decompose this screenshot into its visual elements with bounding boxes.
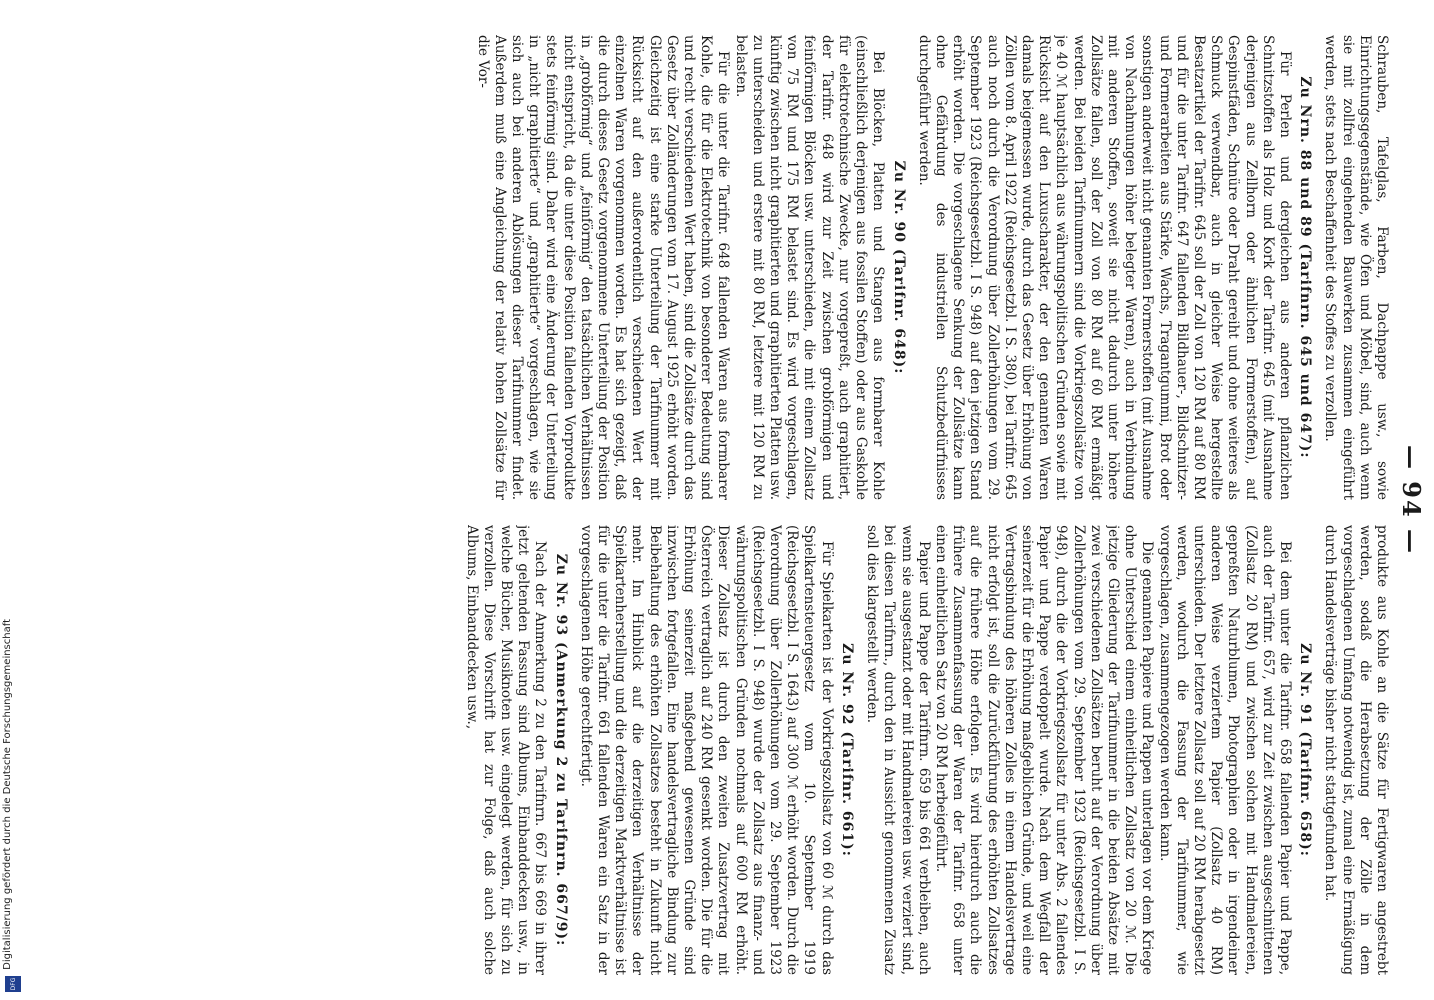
paragraph: Für die unter die Tarifnr. 648 fallenden Waren aus formbarer Kohle, die für die Elektrotechnik von besonderer Bedeutung sind und recht verschiedenen Wert haben, sind die Zollsätze durch das Gesetz über Zolländerungen vom 17. August 1925 erhöht worden. Gleichzeitig ist eine starke Unterteilung der Tarifnummer mit Rücksicht auf den außerordentlich verschiedenen Wert der einzelnen Waren vorgenommen worden. Es hat sich gezeigt, daß die durch dieses Gesetz vorgenommene Unterteilung der Position in „grobförmig“ und „feinförmig“ den tatsächlichen Verhältnissen nicht entspricht, da die unter diese Position fallenden Vorprodukte stets feinförmig sind. Daher wird eine Änderung der Unterteilung in „nicht graphitierte“ und „graphitierte“ vorgeschlagen, wie sie sich auch bei anderen Ablösungen dieser Tarifnummer findet. Außerdem muß eine Angleichung der relativ hohen Zollsätze für die Vor- — [474, 35, 732, 500]
section-heading: Zu Nr. 91 (Tarifnr. 658): — [1297, 643, 1314, 857]
paragraph: Für Spielkarten ist der Vorkriegszollsatz von 60 ℳ durch das Spielkartensteuergesetz vom 10. September 1919 (Reichsgesetzbl. I S. 1643) auf 300 ℳ erhöht worden. Durch die Verordnung über Zollerhöhungen vom 29. September 1923 (Reichsgesetzbl. I S. 948) wurde der Zollsatz aus finanz- und währungspolitischen Gründen nochmals auf 600 RM erhöht. Dieser Zollsatz ist durch den zweiten Zusatzvertrag mit Österreich vertraglich auf 240 RM gesenkt worden. Die für die Erhöhung seinerzeit maßgebend gewesenen Gründe sind inzwischen fortgefallen. Eine handelsvertragliche Bindung zur Beibehaltung des erhöhten Zollsatzes besteht in Zukunft nicht mehr. Im Hinblick auf die derzeitigen Verhältnisse der Spielkartenherstellung und die derzeitigen Marktverhältnisse ist für die unter die Tarifnr. 661 fallenden Waren ein Satz in der vorgeschlagenen Höhe gerechtfertigt. — [577, 525, 835, 975]
section-heading: Zu Nr. 93 (Anmerkung 2 zu Tarifnrn. 667/9): — [552, 553, 569, 947]
digitization-footer — [0, 0, 28, 1000]
paragraph: Bei dem unter die Tarifnr. 658 fallenden Papier und Pappe, auch der Tarifnr. 657, wird zur Zeit zwischen ausgeschnittenen (Zollsatz 20 RM) und zwischen solchen mit Handmalereien, gepreßten Naturblumen, Photographien oder in irgendeiner anderen Weise verziertem Papier (Zollsatz 40 RM) unterschieden. Der letztere Zollsatz soll auf 20 RM herabgesetzt werden, wodurch die Fassung der Tarifnummer, wie vorgeschlagen, zusammengezogen werden kann. — [1156, 525, 1293, 975]
left-column — [8, 35, 1390, 500]
paragraph: Schrauben, Tafelglas, Farben, Dachpappe usw., sowie Einrichtungsgegenstände, wie Öfen und Möbel, sind, auch wenn sie mit zollfrei eingehenden Bauwerken zusammen eingeführt werden, stets nach Beschaffenheit des Stoffes zu verzollen. — [1322, 35, 1390, 500]
section-heading: Zu Nrn. 88 und 89 (Tarifnrn. 645 und 647): — [1297, 76, 1314, 459]
right-column — [8, 525, 1390, 975]
section-heading: Zu Nr. 90 (Tarifnr. 648): — [890, 160, 907, 375]
paragraph: produkte aus Kohle an die Sätze für Fertigwaren angestrebt werden, sodaß die Herabsetzung der Zölle in dem vorgeschlagenen Umfang notwendig ist, zumal eine Ermäßigung durch Handelsverträge bisher nicht stattgefunden hat. — [1322, 525, 1390, 975]
digitization-note: Digitalisierung gefördert durch die Deutsche Forschungsgemeinschaft — [2, 619, 13, 970]
paragraph: Bei Blöcken, Platten und Stangen aus formbarer Kohle (einschließlich derjenigen aus fossilen Stoffen) oder aus Gaskohle für elektrotechnische Zwecke, nur vorgepreßt, auch graphitiert, der Tarifnr. 648 wird zur Zeit zwischen grobförmigen und feinförmigen Blöcken usw. unterschieden, die mit einem Zollsatz von 75 RM und 175 RM belastet sind. Es wird vorgeschlagen, künftig zwischen nicht graphitierten und graphitierten Platten usw. zu unterscheiden und erstere mit 80 RM, letztere mit 120 RM zu belasten. — [732, 35, 887, 500]
dfg-logo: DFG — [5, 976, 21, 992]
paragraph: Nach der Anmerkung 2 zu den Tarifnrn. 667 bis 669 in ihrer jetzt geltenden Fassung sind Albums, Einbanddecken usw., in welche Bücher, Musiknoten usw. eingelegt werden, für sich zu verzollen. Diese Vorschrift hat zur Folge, daß auch solche Albums, Einbanddecken usw., — [463, 525, 549, 975]
section-heading: Zu Nr. 92 (Tarifnr. 661): — [838, 643, 855, 857]
paragraph: Für Perlen und dergleichen aus anderen pflanzlichen Schnitzstoffen als Holz und Kork der Tarifnr. 645 (mit Ausnahme derjenigen aus Zellhorn oder ähnlichen Formerstoffen), auf Gespinstfäden, Schnüre oder Draht gereiht und ohne weiteres als Schmuck verwendbar, auch in gleicher Weise hergestellte Besatzartikel der Tarifnr. 645 soll der Zoll von 120 RM auf 80 RM und für die unter Tarifnr. 647 fallenden Bildhauer-, Bildschnitzer- und Formerarbeiten aus Stärke, Wachs, Tragantgummi, Brot oder sonstigen anderweit nicht genannten Formerstoffen (mit Ausnahme von Nachahmungen höher belegter Waren), auch in Verbindung mit anderen Stoffen, soweit sie nicht dadurch unter höhere Zollsätze fallen, soll der Zoll von 80 RM auf 60 RM ermäßigt werden. Bei beiden Tarifnummern sind die Vorkriegszollsätze von je 40 ℳ hauptsächlich aus währungspolitischen Gründen sowie mit Rücksicht auf den Luxuscharakter, der den genannten Waren damals beigemessen wurde, durch das Gesetz über Erhöhung von Zöllen vom 8. April 1922 (Reichsgesetzbl. I S. 380), bei Tarifnr. 645 auch noch durch die Verordnung über Zollerhöhungen vom 29. September 1923 (Reichsgesetzbl. I S. 948) auf den jetzigen Stand erhöht worden. Die vorgeschlagene Senkung der Zollsätze kann ohne Gefährdung des industriellen Schutzbedürfnisses durchgeführt werden. — [915, 35, 1293, 500]
paragraph: Papier und Pappe der Tarifnrn. 659 bis 661 verbleiben, auch wenn sie ausgestanzt oder mit Handmalereien usw. verziert sind, bei diesen Tarifnrn., durch den in Aussicht genommenen Zusatz soll dies klargestellt werden. — [864, 525, 932, 975]
page-number: — 94 — — [1397, 444, 1426, 556]
paragraph: Die genannten Papiere und Pappen unterlagen vor dem Kriege ohne Unterschied einem einheitlichen Zollsatz von 20 ℳ. Die jetzige Gliederung der Tarifnummer in die beiden Absätze mit zwei verschiedenen Zollsätzen beruht auf der Verordnung über Zollerhöhungen vom 29. September 1923 (Reichsgesetzbl. I S. 948), durch die der Vorkriegszollsatz für unter Abs. 2 fallendes Papier und Pappe verdoppelt wurde. Nach dem Wegfall der seinerzeit für die Erhöhung maßgeblichen Gründe, und weil eine Vertragsbindung des höheren Zolles in einem Handelsvertrage nicht erfolgt ist, soll die Zurückführung des erhöhten Zollsatzes auf die frühere Höhe erfolgen. Es wird hierdurch auch die frühere Zusammenfassung der Waren der Tarifnr. 658 unter einen einheitlichen Satz von 20 RM herbeigeführt. — [932, 525, 1156, 975]
